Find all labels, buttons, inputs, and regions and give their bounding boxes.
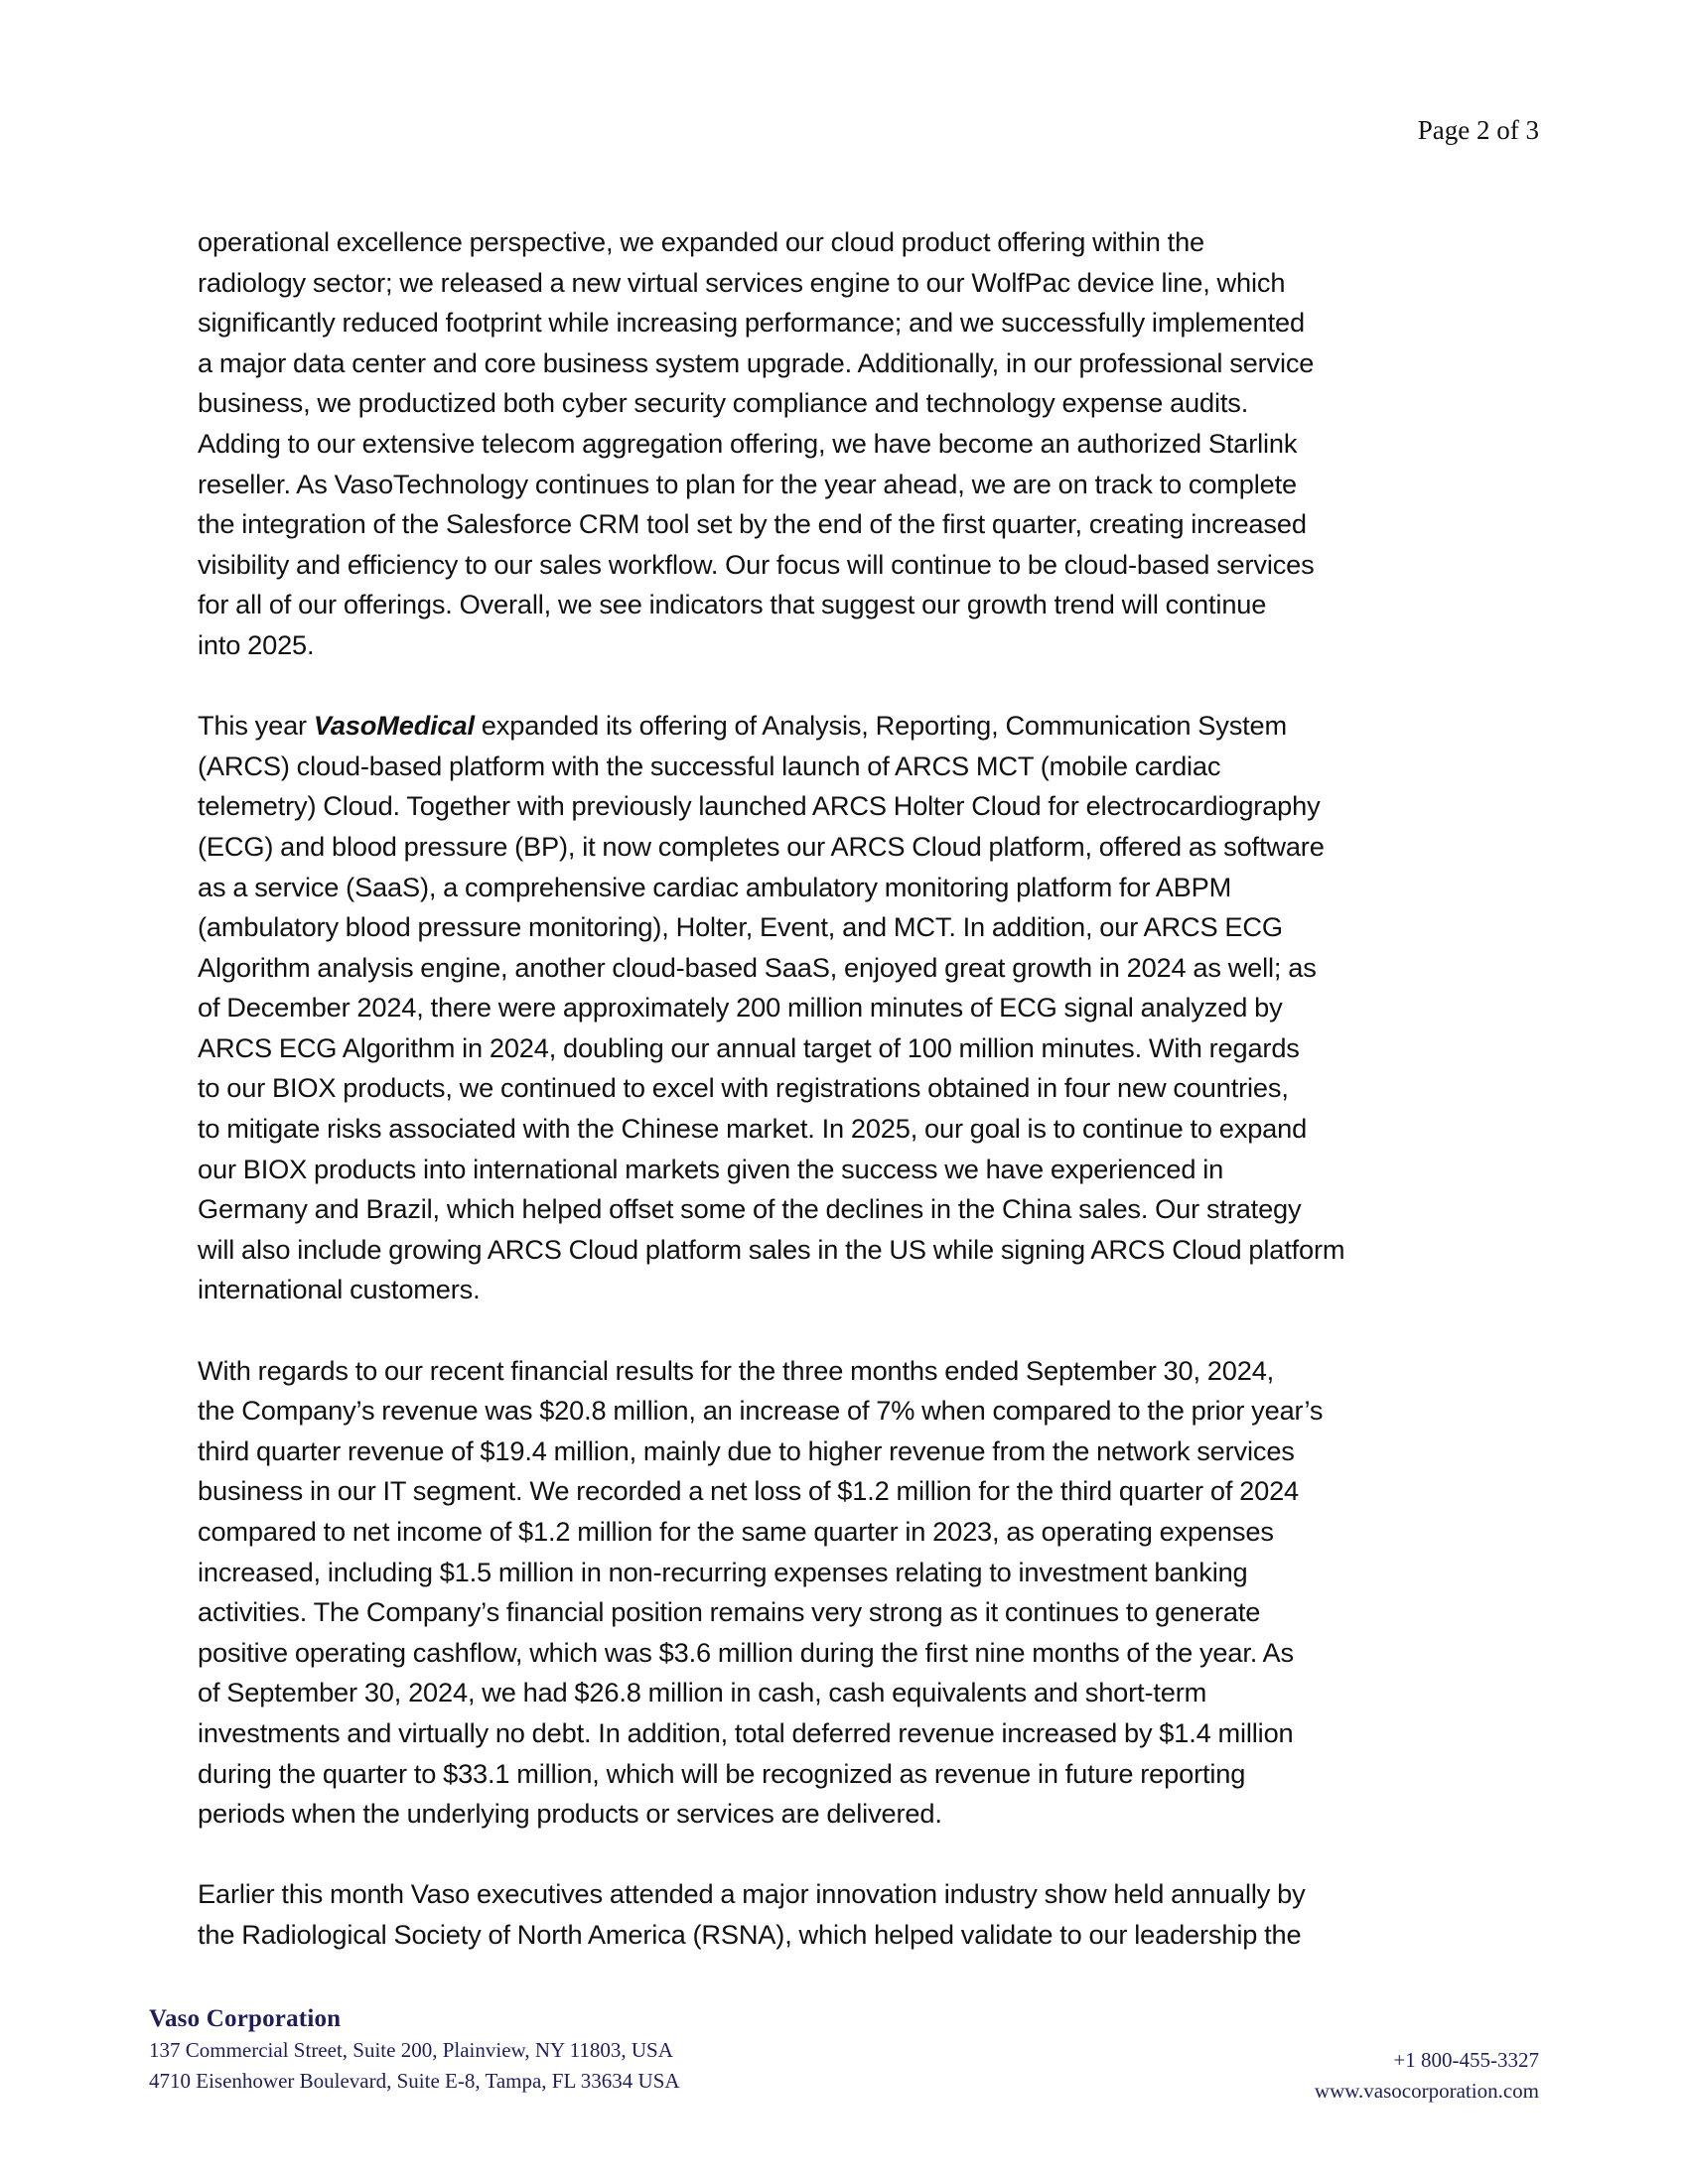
text-line: (ECG) and blood pressure (BP), it now completes our ARCS Cloud platform, offered as software: [198, 830, 1325, 862]
text-line: our BIOX products into international markets given the success we have experienced in: [198, 1153, 1224, 1184]
text-line: business, we productized both cyber security compliance and technology expense audits.: [198, 387, 1249, 419]
footer-contact-block: [1315, 2045, 1539, 2107]
text-line: Algorithm analysis engine, another cloud-based SaaS, enjoyed great growth in 2024 as well; as: [198, 951, 1317, 983]
address-plainview: 137 Commercial Street, Suite 200, Plainview, NY 11803, USA: [149, 2038, 673, 2062]
text-line: compared to net income of $1.2 million for the same quarter in 2023, as operating expenses: [198, 1516, 1274, 1547]
text-line: telemetry) Cloud. Together with previously launched ARCS Holter Cloud for electrocardiography: [198, 790, 1321, 822]
text-line: into 2025.: [198, 628, 315, 660]
text-line: With regards to our recent financial results for the three months ended September 30, 2024,: [198, 1354, 1275, 1386]
text-line: as a service (SaaS), a comprehensive cardiac ambulatory monitoring platform for ABPM: [198, 871, 1232, 902]
text-line: to mitigate risks associated with the Chinese market. In 2025, our goal is to continue to expand: [198, 1113, 1308, 1145]
text-line: Adding to our extensive telecom aggregation offering, we have become an authorized Starlink: [198, 427, 1298, 459]
text-line: significantly reduced footprint while increasing performance; and we successfully implemented: [198, 307, 1305, 339]
text-line: business in our IT segment. We recorded a net loss of $1.2 million for the third quarter of 2024: [198, 1475, 1300, 1507]
address-tampa: 4710 Eisenhower Boulevard, Suite E-8, Tampa, FL 33634 USA: [149, 2069, 680, 2093]
text-line: international customers.: [198, 1274, 481, 1305]
website-link[interactable]: www.vasocorporation.com: [1314, 2079, 1539, 2103]
text-line: increased, including $1.5 million in non-recurring expenses relating to investment banking: [198, 1556, 1248, 1587]
text-line: investments and virtually no debt. In addition, total deferred revenue increased by $1.4 million: [198, 1716, 1294, 1748]
phone-number: +1 800-455-3327: [1393, 2048, 1539, 2072]
text-suffix: expanded its offering of Analysis, Reporting, Communication System: [474, 710, 1288, 742]
text-line: during the quarter to $33.1 million, which will be recognized as revenue in future reporting: [198, 1757, 1246, 1789]
text-line: reseller. As VasoTechnology continues to plan for the year ahead, we are on track to complete: [198, 468, 1297, 499]
text-line: periods when the underlying products or services are delivered.: [198, 1798, 942, 1830]
text-line: (ambulatory blood pressure monitoring), Holter, Event, and MCT. In addition, our ARCS ECG: [198, 911, 1283, 943]
text-line: ARCS ECG Algorithm in 2024, doubling our annual target of 100 million minutes. With regards: [198, 1031, 1300, 1063]
vasomedical-emphasis: VasoMedical: [313, 710, 475, 742]
text-line: of December 2024, there were approximately 200 million minutes of ECG signal analyzed by: [198, 992, 1283, 1024]
text-line: the Company’s revenue was $20.8 million, an increase of 7% when compared to the prior year’s: [198, 1395, 1324, 1427]
text-line: of September 30, 2024, we had $26.8 million in cash, cash equivalents and short-term: [198, 1677, 1207, 1708]
text-line: for all of our offerings. Overall, we see indicators that suggest our growth trend will continue: [198, 589, 1267, 620]
text-line: a major data center and core business system upgrade. Additionally, in our professional service: [198, 346, 1315, 378]
text-line: activities. The Company’s financial position remains very strong as it continues to generate: [198, 1596, 1261, 1628]
paragraph-vasotechnology: [198, 222, 1488, 666]
text-line: will also include growing ARCS Cloud platform sales in the US while signing ARCS Cloud platform: [198, 1233, 1345, 1265]
text-line: (ARCS) cloud-based platform with the successful launch of ARCS MCT (mobile cardiac: [198, 750, 1221, 781]
paragraph-financial-results: [198, 1351, 1488, 1835]
text-line: Germany and Brazil, which helped offset some of the declines in the China sales. Our strategy: [198, 1193, 1302, 1225]
text-line: radiology sector; we released a new virtual services engine to our WolfPac device line, which: [198, 266, 1286, 298]
text-line: the integration of the Salesforce CRM tool set by the end of the first quarter, creating increased: [198, 508, 1307, 540]
letter-body: [198, 222, 1488, 1995]
text-prefix: This year: [198, 710, 314, 742]
text-line-first: [198, 706, 1488, 747]
page-number: Page 2 of 3: [1417, 115, 1539, 145]
paragraph-vasomedical: [198, 706, 1488, 1310]
text-line: Earlier this month Vaso executives attended a major innovation industry show held annually by: [198, 1878, 1306, 1910]
text-line: visibility and efficiency to our sales workflow. Our focus will continue to be cloud-based services: [198, 548, 1315, 580]
text-line: operational excellence perspective, we expanded our cloud product offering within the: [198, 226, 1205, 257]
text-line: third quarter revenue of $19.4 million, mainly due to higher revenue from the network services: [198, 1434, 1295, 1466]
text-line: positive operating cashflow, which was $3.6 million during the first nine months of the year. As: [198, 1636, 1294, 1668]
paragraph-rsna: [198, 1874, 1488, 1955]
company-name: Vaso Corporation: [149, 2005, 342, 2032]
text-line: the Radiological Society of North America (RSNA), which helped validate to our leadership the: [198, 1918, 1302, 1950]
footer-address-block: [149, 2003, 680, 2097]
text-line: to our BIOX products, we continued to excel with registrations obtained in four new countries,: [198, 1072, 1289, 1104]
